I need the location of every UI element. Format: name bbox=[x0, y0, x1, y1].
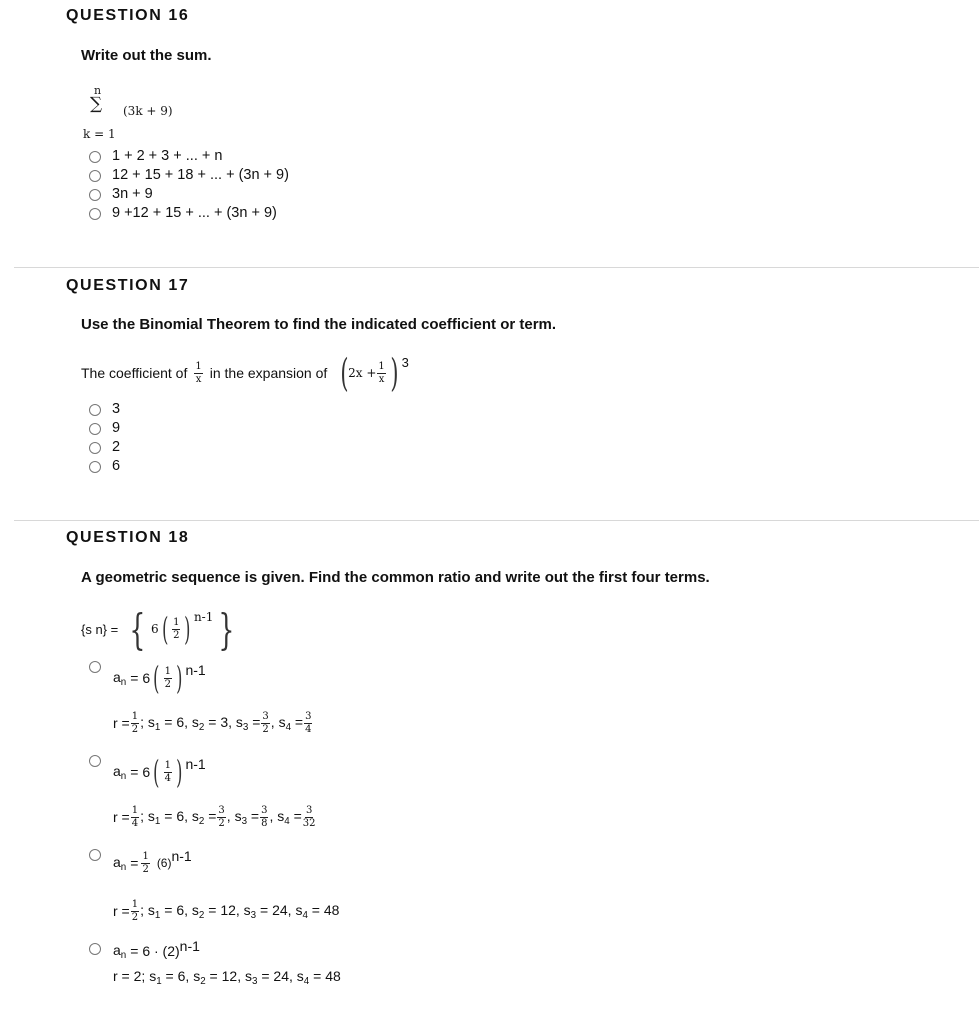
question-17-title: QUESTION 17 bbox=[66, 277, 190, 294]
q18-seq-coef: 6 bbox=[150, 622, 159, 636]
q18-option-1-terms: r = $\frac{1}{2}$ ; $s_1 = 6$, $s_2 = 3$, $s_3$ = $\frac{3}{2}$ , $s_4$ = $\frac{3}{4}$ bbox=[113, 710, 312, 735]
q16-option-3-radio[interactable] bbox=[89, 189, 101, 201]
q18-option-2-terms: r = $\frac{1}{4}$ ; $s_1 = 6$, $s_2$ = $\frac{3}{2}$ , $s_3$ = $\frac{3}{8}$ , $s_4$ = $\frac{3}{32}$ bbox=[113, 804, 316, 829]
an-symbol: $a_n$ bbox=[113, 853, 127, 873]
q17-expr-fraction-num: 1 bbox=[378, 360, 385, 372]
q18-seq-frac bbox=[172, 618, 180, 641]
base: (6) bbox=[156, 856, 172, 870]
exponent: n-1 bbox=[179, 938, 200, 954]
an-eq: = 6 bbox=[130, 670, 151, 686]
q17-option-4-label: 6 bbox=[112, 458, 121, 474]
question-16-prompt: Write out the sum. bbox=[81, 47, 212, 64]
q18-option-2-formula bbox=[113, 750, 206, 794]
an-symbol: $a_n$ bbox=[113, 762, 127, 782]
coef-frac: $\frac{1}{2}$ bbox=[142, 850, 149, 875]
divider bbox=[14, 520, 979, 521]
q18-open-paren: ( bbox=[161, 610, 168, 648]
q16-option-2-radio[interactable] bbox=[89, 170, 101, 182]
exponent: n-1 bbox=[185, 662, 206, 678]
q16-option-3-label: 3n + 9 bbox=[112, 186, 153, 202]
close-paren: ) bbox=[176, 753, 183, 791]
ratio-frac: $\frac{1}{4}$ bbox=[164, 759, 171, 784]
divider bbox=[14, 267, 979, 268]
q17-option-3-label: 2 bbox=[112, 439, 121, 455]
sigma-body: (3k + 9) bbox=[123, 104, 173, 118]
r-frac: $\frac{1}{2}$ bbox=[131, 710, 139, 735]
q17-fraction-num: 1 bbox=[195, 360, 202, 372]
an-symbol: $a_n$ bbox=[113, 668, 127, 688]
exponent: n-1 bbox=[171, 848, 192, 864]
close-paren: ) bbox=[176, 659, 183, 697]
q17-option-2-radio[interactable] bbox=[89, 423, 101, 435]
q16-option-4-label: 9 +12 + 15 + ... + (3n + 9) bbox=[112, 205, 277, 221]
open-paren: ( bbox=[153, 659, 160, 697]
q16-option-4-radio[interactable] bbox=[89, 208, 101, 220]
s2-frac: $\frac{3}{2}$ bbox=[218, 804, 225, 829]
q16-option-1-radio[interactable] bbox=[89, 151, 101, 163]
s4-frac: $\frac{3}{32}$ bbox=[302, 804, 316, 829]
q17-lead: The coefficient of bbox=[81, 365, 188, 381]
q17-option-3-radio[interactable] bbox=[89, 442, 101, 454]
q18-close-paren: ) bbox=[184, 610, 191, 648]
question-18-prompt: A geometric sequence is given. Find the common ratio and write out the first four terms. bbox=[81, 569, 710, 586]
ratio-frac: $\frac{1}{2}$ bbox=[164, 665, 171, 690]
q17-mid: in the expansion of bbox=[209, 365, 328, 381]
q18-seq-exp: n-1 bbox=[193, 610, 214, 624]
q17-fraction bbox=[194, 362, 202, 385]
q18-option-4-formula bbox=[113, 940, 200, 962]
q16-option-1-label: 1 + 2 + 3 + ... + n bbox=[112, 148, 223, 164]
r-frac: $\frac{1}{4}$ bbox=[131, 804, 139, 829]
q18-close-brace: } bbox=[218, 604, 235, 654]
q18-option-3-radio[interactable] bbox=[89, 849, 101, 861]
q17-option-4-radio[interactable] bbox=[89, 461, 101, 473]
q18-option-4-terms: r = 2; $s_1 = 6$, $s_2 = 12$, $s_3 = 24$, $s_4 = 48$ bbox=[113, 967, 341, 987]
q18-sequence bbox=[81, 606, 240, 652]
q17-expr-fraction-den: x bbox=[378, 373, 385, 385]
an-symbol: $a_n$ bbox=[113, 941, 127, 961]
q17-exponent: 3 bbox=[401, 355, 409, 370]
exponent: n-1 bbox=[185, 756, 206, 772]
q18-seq-frac-den: 2 bbox=[173, 629, 180, 641]
q18-seq-label: {s n} = bbox=[81, 621, 119, 637]
q18-option-3-formula bbox=[113, 846, 192, 880]
s4-frac: $\frac{3}{4}$ bbox=[305, 710, 312, 735]
q17-expr-term: 2x + bbox=[348, 366, 377, 380]
open-paren: ( bbox=[153, 753, 160, 791]
q17-option-2-label: 9 bbox=[112, 420, 121, 436]
an-eq: = bbox=[130, 855, 139, 871]
q16-option-2-label: 12 + 15 + 18 + ... + (3n + 9) bbox=[112, 167, 289, 183]
q18-option-3-terms: r = $\frac{1}{2}$ ; $s_1 = 6$, $s_2 = 12$, $s_3 = 24$, $s_4 = 48$ bbox=[113, 898, 340, 923]
q17-expr-fraction bbox=[377, 362, 385, 385]
question-18-title: QUESTION 18 bbox=[66, 529, 190, 546]
sigma-symbol: ∑ bbox=[90, 94, 103, 114]
q18-option-1-formula bbox=[113, 656, 206, 700]
q17-close-paren: ) bbox=[390, 351, 399, 395]
q18-option-1-radio[interactable] bbox=[89, 661, 101, 673]
an-eq: = 6 · (2) bbox=[130, 943, 180, 959]
q17-fraction-den: x bbox=[195, 373, 202, 385]
q18-option-2-radio[interactable] bbox=[89, 755, 101, 767]
s3-frac: $\frac{3}{2}$ bbox=[262, 710, 269, 735]
r-frac: $\frac{1}{2}$ bbox=[131, 898, 139, 923]
sigma-upper: n bbox=[94, 84, 102, 97]
q17-open-paren: ( bbox=[340, 351, 349, 395]
q18-option-4-radio[interactable] bbox=[89, 943, 101, 955]
s3-frac: $\frac{3}{8}$ bbox=[261, 804, 268, 829]
an-eq: = 6 bbox=[130, 764, 151, 780]
question-16-title: QUESTION 16 bbox=[66, 7, 190, 24]
q17-statement bbox=[81, 352, 409, 394]
q17-option-1-radio[interactable] bbox=[89, 404, 101, 416]
question-17-prompt: Use the Binomial Theorem to find the indicated coefficient or term. bbox=[81, 316, 557, 333]
q18-seq-frac-num: 1 bbox=[173, 616, 180, 628]
q18-open-brace: { bbox=[129, 604, 146, 654]
sigma-lower: k = 1 bbox=[83, 127, 116, 141]
q17-option-1-label: 3 bbox=[112, 401, 121, 417]
